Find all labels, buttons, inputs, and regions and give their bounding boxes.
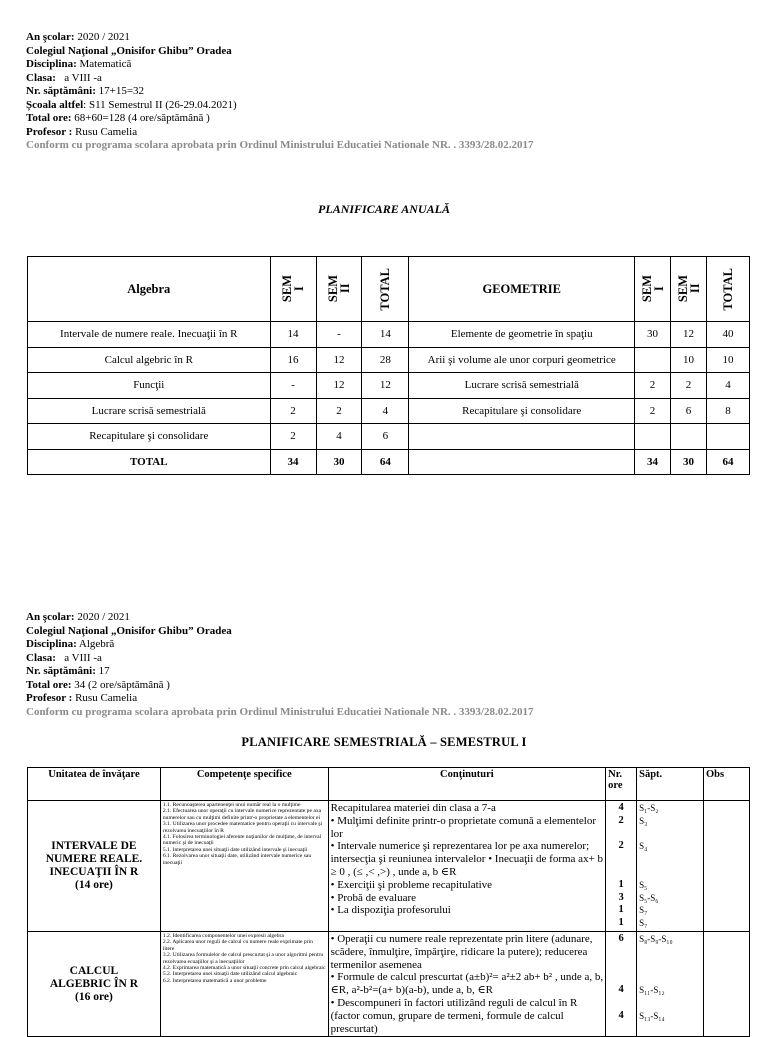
annual-cell: 64 xyxy=(706,449,749,475)
header-label: Profesor : xyxy=(26,125,73,138)
competence-item: 4.1. Folosirea terminologiei aferente noţiunilor de mulţime, de interval numeric şi de inecuaţii xyxy=(162,834,322,847)
semester-header-cell: Unitatea de învăţare xyxy=(28,768,161,801)
header-label: Disciplina: xyxy=(26,58,77,70)
weeks-cell xyxy=(637,931,704,1036)
header-value: Matematică xyxy=(76,58,132,70)
header-row xyxy=(26,625,533,639)
unit-row xyxy=(28,931,750,1036)
annual-cell: 34 xyxy=(635,449,671,475)
competence-item: 2.1. Efectuarea unor operaţii cu intervale numerice reprezentate pe axa numerelor sau cu mulţimi definite printr-o proprietate a elementelor ei xyxy=(162,808,322,821)
annual-cell: 4 xyxy=(362,398,409,424)
competence-item: 4.2. Exprimarea matematică a unor situaţii concrete prin calcul algebraic xyxy=(162,965,326,971)
weeks-value: S₈-S₉-S₁₀ xyxy=(639,933,673,944)
program-note-2: Conform cu programa scolara aprobata prin Ordinul Ministrului Educatiei Nationale NR. . 3393/28.02.2017 xyxy=(26,705,534,718)
competence-item: 3.2. Utilizarea formulelor de calcul prescurtat şi a unor algoritmi pentru rezolvarea ecuaţiilor şi a inecuaţiilor xyxy=(162,952,324,965)
competence-item: 1.2. Identificarea componentelor unei expresii algebra xyxy=(162,932,284,939)
annual-header-vertical: SEM II xyxy=(325,275,352,303)
annual-cell: 30 xyxy=(316,449,362,475)
annual-cell: Arii şi volume ale unor corpuri geometrice xyxy=(409,347,635,373)
header-semester xyxy=(26,611,533,719)
header-value: 17+15=32 xyxy=(95,85,145,97)
annual-cell xyxy=(635,424,671,450)
weeks-value xyxy=(639,997,701,1010)
annual-cell: TOTAL xyxy=(28,449,271,475)
header-value: 68+60=128 (4 ore/săptămână ) xyxy=(71,112,210,124)
annual-cell: 10 xyxy=(671,347,707,373)
unit-title-line: CALCUL xyxy=(69,964,119,977)
annual-header-cell xyxy=(270,257,316,322)
content-item: • Probă de evaluare xyxy=(330,891,417,904)
header-row xyxy=(26,611,533,625)
annual-plan-table xyxy=(27,256,750,475)
competences-cell xyxy=(160,931,328,1036)
annual-cell: 2 xyxy=(671,373,707,399)
annual-cell: 2 xyxy=(270,398,316,424)
header-value: a VIII -a xyxy=(55,71,102,84)
header-row xyxy=(26,652,533,666)
competence-item: 1.1. Recunoaşterea apartenenţei unui număr real la o mulţime xyxy=(162,802,301,808)
header-row xyxy=(26,99,533,113)
annual-header-cell xyxy=(635,257,671,322)
header-label: Nr. săptămâni: xyxy=(26,85,96,97)
weeks-value: S₁₁-S₁₂ xyxy=(639,985,665,996)
competence-item: 5.1. Interpretarea unei situaţii date utilizând intervale şi inecuaţii xyxy=(162,846,308,853)
annual-cell: 16 xyxy=(270,347,316,373)
contents-cell xyxy=(328,931,606,1036)
annual-plan-title: PLANIFICARE ANUALĂ xyxy=(318,202,450,216)
hours-value xyxy=(608,866,634,879)
annual-cell: 10 xyxy=(706,347,749,373)
unit-title-line: (14 ore) xyxy=(75,878,113,891)
header-annual xyxy=(26,31,533,153)
annual-cell: 8 xyxy=(706,398,749,424)
header-label: Colegiul Naţional „Onisifor Ghibu” Oradea xyxy=(26,624,232,637)
annual-header-cell xyxy=(316,257,362,322)
obs-cell xyxy=(704,931,750,1036)
table-row xyxy=(28,398,750,424)
annual-header-cell xyxy=(409,257,635,322)
annual-cell: Intervale de numere reale. Inecuaţii în R xyxy=(28,322,271,348)
weeks-value xyxy=(639,853,701,866)
annual-cell: Recapitulare şi consolidare xyxy=(28,424,271,450)
annual-cell: 2 xyxy=(635,373,671,399)
hours-value: 4 xyxy=(618,984,624,996)
annual-cell xyxy=(671,424,707,450)
annual-cell: 12 xyxy=(316,373,362,399)
annual-cell: 28 xyxy=(362,347,409,373)
hours-value xyxy=(608,971,634,984)
header-label: Disciplina: xyxy=(26,638,77,650)
header-label: Profesor : xyxy=(26,692,73,704)
annual-header-label: GEOMETRIE xyxy=(482,281,561,296)
header-row xyxy=(26,85,533,99)
header-label: Clasa: xyxy=(26,71,56,84)
header-value: 17 xyxy=(95,665,110,677)
header-value: Algebră xyxy=(76,638,115,650)
table-row xyxy=(28,424,750,450)
hours-value: 2 xyxy=(618,840,624,852)
unit-title xyxy=(28,801,161,932)
weeks-value: S₁-S₂ xyxy=(639,803,659,813)
hours-value xyxy=(608,946,634,959)
header-row xyxy=(26,665,533,679)
unit-title-line: INECUAŢII ÎN R xyxy=(49,865,139,878)
header-row xyxy=(26,126,533,140)
hours-value: 4 xyxy=(618,1009,624,1021)
header-row xyxy=(26,638,533,652)
annual-cell: Lucrare scrisă semestrială xyxy=(409,373,635,399)
content-item: • Intervale numerice şi reprezentarea lor pe axa numerelor; intersecţia şi reuniunea intervalelor • Inecuaţii de forma ax+ b ≥ 0 , (≤ ,< ,>) , unde a, b ∈R xyxy=(330,840,604,878)
annual-header-label: Algebra xyxy=(127,281,171,296)
annual-cell xyxy=(706,424,749,450)
weeks-value xyxy=(639,828,701,841)
annual-header-vertical: TOTAL xyxy=(378,267,393,311)
weeks-value: S₄ xyxy=(639,841,648,852)
hours-value: 4 xyxy=(618,802,624,813)
header-value: Rusu Camelia xyxy=(72,125,138,138)
contents-cell xyxy=(328,801,606,932)
annual-cell: 2 xyxy=(316,398,362,424)
annual-cell: 12 xyxy=(671,322,707,348)
content-item: • La dispoziţia profesorului xyxy=(330,904,451,917)
annual-cell: 2 xyxy=(635,398,671,424)
annual-cell xyxy=(409,449,635,475)
semester-header-cell: Nr. ore xyxy=(606,768,637,801)
competences-cell xyxy=(160,801,328,932)
competence-item: 2.2. Aplicarea unor reguli de calcul cu numere reale exprimate prin litere xyxy=(162,939,313,952)
annual-cell: Elemente de geometrie în spaţiu xyxy=(409,322,635,348)
annual-cell: Funcţii xyxy=(28,373,271,399)
annual-header-cell xyxy=(671,257,707,322)
obs-cell xyxy=(704,801,750,932)
header-row xyxy=(26,679,533,693)
annual-cell: 30 xyxy=(635,322,671,348)
hours-value xyxy=(608,959,634,972)
annual-header-cell xyxy=(706,257,749,322)
header-label: Total ore: xyxy=(26,678,72,691)
unit-title-line: INTERVALE DE xyxy=(51,839,137,852)
annual-cell: 34 xyxy=(270,449,316,475)
annual-cell: 12 xyxy=(362,373,409,399)
content-item: • Operaţii cu numere reale reprezentate prin litere (adunare, scădere, înmulţire, împărţire, ridicare la putere); reducerea termenilor asemenea xyxy=(330,932,593,971)
weeks-value: S₇ xyxy=(639,905,648,916)
unit-title-line: (16 ore) xyxy=(75,990,113,1003)
header-row xyxy=(26,45,533,59)
table-row xyxy=(28,322,750,348)
annual-cell: 6 xyxy=(362,424,409,450)
competence-item: 6.2. Interpretarea matematică a unor probleme xyxy=(162,977,267,984)
hours-cell xyxy=(606,931,637,1036)
header-label: An şcolar: xyxy=(26,31,75,43)
table-row xyxy=(28,373,750,399)
unit-title-line: ALGEBRIC ÎN R xyxy=(49,977,139,990)
table-row xyxy=(28,449,750,475)
unit-title-line: NUMERE REALE. xyxy=(45,852,143,865)
semester-header-cell: Săpt. xyxy=(637,768,704,801)
hours-value: 1 xyxy=(618,878,624,890)
annual-header-cell xyxy=(362,257,409,322)
annual-header-vertical: TOTAL xyxy=(720,267,735,311)
semester-plan-title: PLANIFICARE SEMESTRIALĂ – SEMESTRUL I xyxy=(241,735,527,749)
header-label: Nr. săptămâni: xyxy=(26,665,96,677)
annual-cell: Lucrare scrisă semestrială xyxy=(28,398,271,424)
annual-cell xyxy=(409,424,635,450)
content-item: Recapitularea materiei din clasa a 7-a xyxy=(330,802,496,814)
content-item: • Mulţimi definite printr-o proprietate comună a elementelor lor xyxy=(330,814,597,840)
annual-cell: Recapitulare şi consolidare xyxy=(409,398,635,424)
hours-value: 3 xyxy=(618,891,624,903)
header-row xyxy=(26,58,533,72)
header-label: Total ore: xyxy=(26,112,72,124)
annual-cell: 64 xyxy=(362,449,409,475)
weeks-value: S₅-S₆ xyxy=(639,892,659,903)
annual-cell xyxy=(635,347,671,373)
weeks-value xyxy=(639,971,701,984)
unit-title xyxy=(28,931,161,1036)
annual-cell: 30 xyxy=(671,449,707,475)
annual-cell: 4 xyxy=(316,424,362,450)
annual-header-vertical: SEM II xyxy=(675,275,702,303)
header-row xyxy=(26,31,533,45)
weeks-value xyxy=(639,866,701,879)
weeks-value: S₅ xyxy=(639,879,648,890)
hours-value xyxy=(608,828,634,841)
annual-cell: 2 xyxy=(270,424,316,450)
content-item: • Descompuneri în factori utilizând reguli de calcul în R (factor comun, grupare de termeni, formule de calcul prescurtat) xyxy=(330,996,578,1035)
annual-header-vertical: SEM I xyxy=(280,275,307,303)
header-value: 2020 / 2021 xyxy=(74,31,130,43)
annual-cell: - xyxy=(270,373,316,399)
competence-item: 3.1. Utilizarea unor procedee matematice pentru operaţii cu intervale şi rezolvarea inecuaţiilor în R xyxy=(162,821,323,834)
annual-cell: 12 xyxy=(316,347,362,373)
unit-row xyxy=(28,801,750,932)
competence-item: 5.2. Interpretarea unei situaţii date utilizând calcul algebraic xyxy=(162,971,298,978)
annual-cell: 14 xyxy=(270,322,316,348)
semester-plan-table xyxy=(27,767,750,1037)
annual-cell: Calcul algebric în R xyxy=(28,347,271,373)
header-value: 2020 / 2021 xyxy=(74,611,130,623)
hours-value xyxy=(608,853,634,866)
annual-cell: 6 xyxy=(671,398,707,424)
content-item: • Formule de calcul prescurtat (a±b)²= a²±2 ab+ b² , unde a, b, ∈R, a²-b²=(a+ b)(a-b), unde a, b, ∈R xyxy=(330,971,604,997)
hours-value: 2 xyxy=(618,814,624,826)
weeks-value: S₇ xyxy=(639,918,648,929)
hours-value: 1 xyxy=(618,904,624,916)
header-label: Colegiul Naţional „Onisifor Ghibu” Oradea xyxy=(26,44,232,57)
content-item: • Exerciţii şi probleme recapitulative xyxy=(330,878,493,891)
hours-cell xyxy=(606,801,637,932)
annual-cell: - xyxy=(316,322,362,348)
weeks-value: S₃ xyxy=(639,815,648,826)
header-value: a VIII -a xyxy=(55,651,102,664)
weeks-value: S₁₃-S₁₄ xyxy=(639,1010,665,1021)
hours-value: 1 xyxy=(618,917,624,929)
header-value: Rusu Camelia xyxy=(72,692,138,704)
header-row xyxy=(26,692,533,706)
competence-item: 6.1. Rezolvarea unor situaţii date, utilizând intervale numerice sau inecuaţii xyxy=(162,853,312,866)
header-label: An şcolar: xyxy=(26,611,75,623)
header-row xyxy=(26,112,533,126)
annual-cell: 40 xyxy=(706,322,749,348)
hours-value: 6 xyxy=(618,932,624,944)
header-value: 34 (2 ore/săptămână ) xyxy=(71,678,170,691)
weeks-value xyxy=(639,959,701,972)
header-value: : S11 Semestrul II (26-29.04.2021) xyxy=(83,98,237,111)
annual-cell: 4 xyxy=(706,373,749,399)
header-row xyxy=(26,72,533,86)
hours-value xyxy=(608,997,634,1010)
semester-header-cell: Obs xyxy=(704,768,750,801)
semester-header-cell: Competenţe specifice xyxy=(160,768,328,801)
header-label: Școala altfel xyxy=(26,98,84,111)
annual-header-vertical: SEM I xyxy=(639,275,666,303)
program-note: Conform cu programa scolara aprobata prin Ordinul Ministrului Educatiei Nationale NR. . 3393/28.02.2017 xyxy=(26,139,534,151)
annual-header-cell xyxy=(28,257,271,322)
table-row xyxy=(28,347,750,373)
annual-cell: 14 xyxy=(362,322,409,348)
header-label: Clasa: xyxy=(26,651,56,664)
weeks-value xyxy=(639,946,701,959)
semester-header-cell: Conţinuturi xyxy=(328,768,606,801)
weeks-cell xyxy=(637,801,704,932)
